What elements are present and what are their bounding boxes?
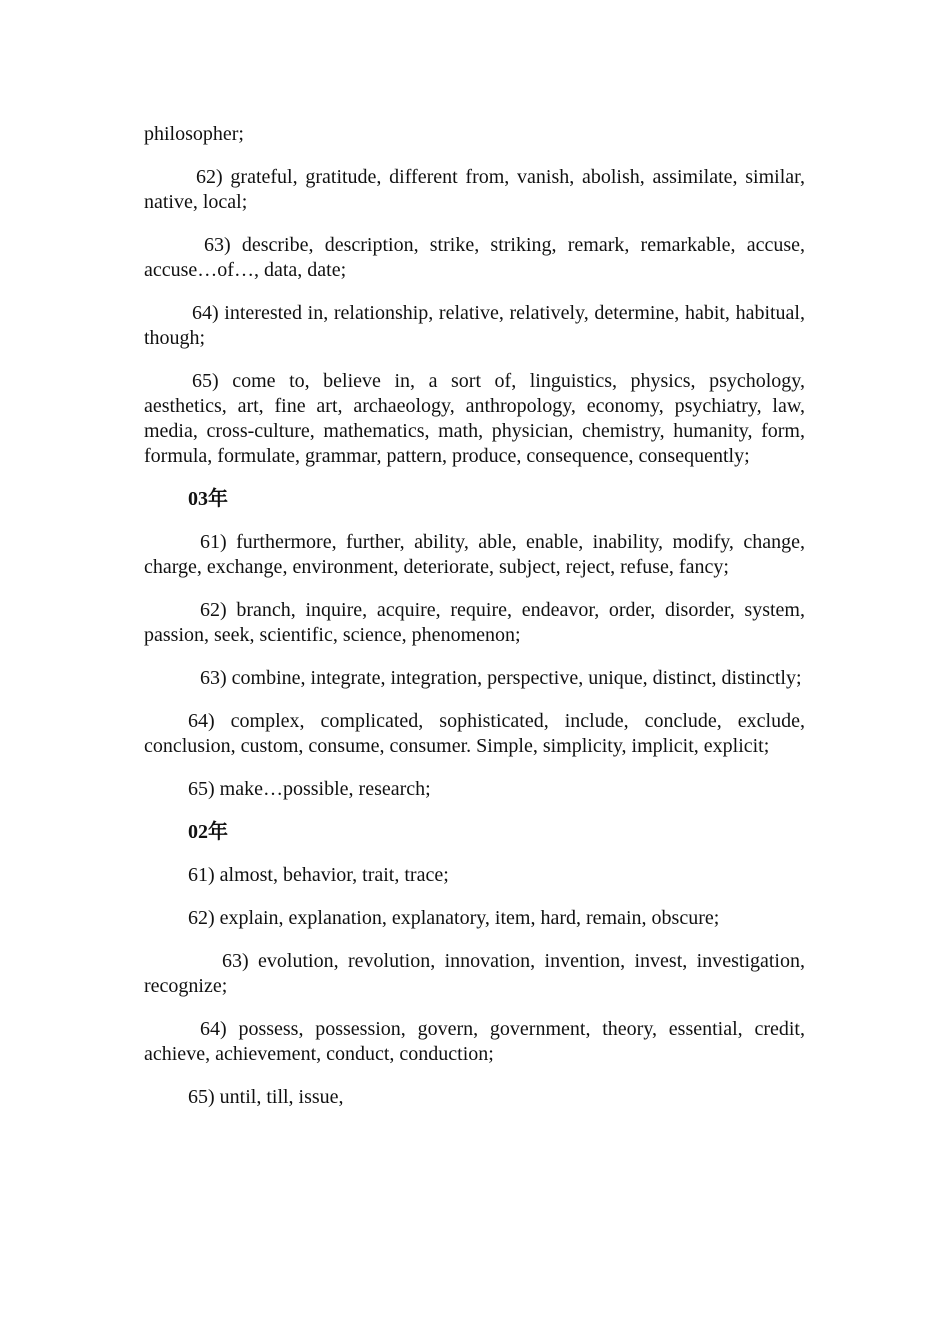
paragraph-02-63: 63) evolution, revolution, innovation, invention, invest, investigation, recognize; — [144, 950, 805, 997]
paragraph-04-65: 65) come to, believe in, a sort of, linguistics, physics, psychology, aesthetics, art, fine art, archaeology, anthropology, economy, psychiatry, law, media, cross-culture, mathematics, math, physician, chemistry, humanity, form, formula, formulate, grammar, pattern, produce, consequence, consequently; — [144, 370, 805, 467]
paragraph-03-62: 62) branch, inquire, acquire, require, endeavor, order, disorder, system, passion, seek, scientific, science, phenomenon; — [144, 599, 805, 646]
paragraph-02-65: 65) until, till, issue, — [188, 1086, 344, 1108]
paragraph-03-63: 63) combine, integrate, integration, perspective, unique, distinct, distinctly; — [200, 667, 802, 689]
paragraph-philosopher: philosopher; — [144, 123, 244, 145]
document-page — [144, 122, 805, 1128]
paragraph-02-61: 61) almost, behavior, trait, trace; — [188, 864, 449, 886]
paragraph-03-64: 64) complex, complicated, sophisticated, include, conclude, exclude, conclusion, custom, consume, consumer. Simple, simplicity, implicit, explicit; — [144, 710, 805, 757]
paragraph-02-64: 64) possess, possession, govern, government, theory, essential, credit, achieve, achievement, conduct, conduction; — [144, 1018, 805, 1065]
paragraph-03-61: 61) furthermore, further, ability, able, enable, inability, modify, change, charge, exchange, environment, deteriorate, subject, reject, refuse, fancy; — [144, 531, 805, 578]
section-heading-03: 03年 — [188, 488, 228, 510]
paragraph-04-64: 64) interested in, relationship, relative, relatively, determine, habit, habitual, though; — [144, 302, 805, 349]
paragraph-03-65: 65) make…possible, research; — [188, 778, 431, 800]
section-heading-02: 02年 — [188, 821, 228, 843]
paragraph-04-63: 63) describe, description, strike, striking, remark, remarkable, accuse, accuse…of…, data, date; — [144, 234, 805, 281]
paragraph-04-62: 62) grateful, gratitude, different from, vanish, abolish, assimilate, similar, native, local; — [144, 166, 805, 213]
paragraph-02-62: 62) explain, explanation, explanatory, item, hard, remain, obscure; — [188, 907, 720, 929]
